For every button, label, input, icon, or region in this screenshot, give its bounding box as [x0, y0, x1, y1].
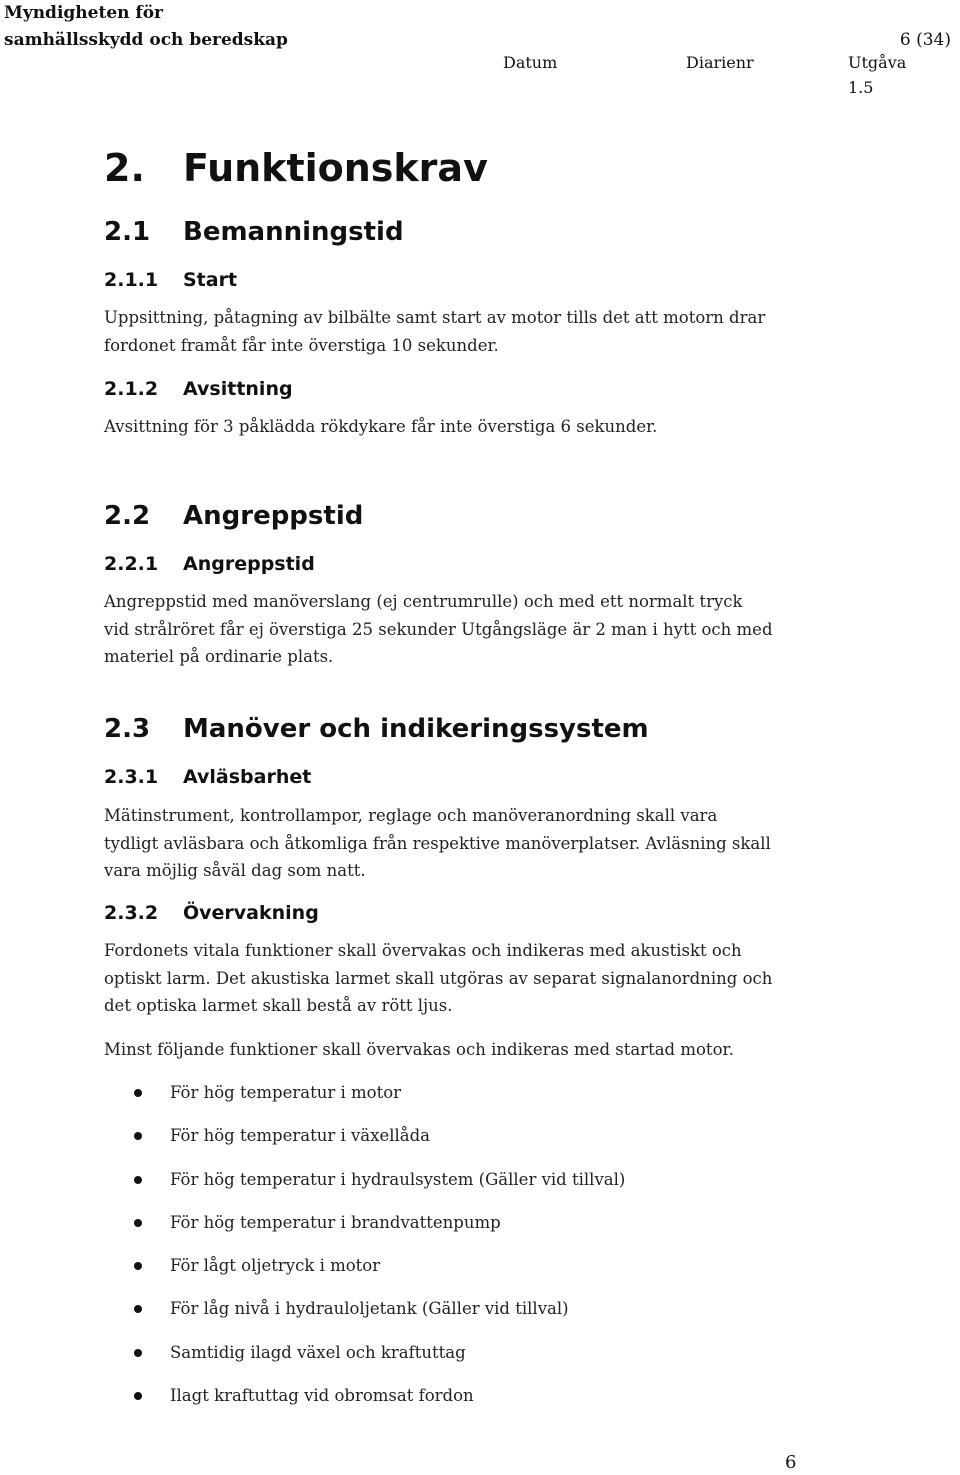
- section-title: Bemanningstid: [183, 217, 404, 247]
- bullet-icon: [134, 1176, 142, 1184]
- section-number: 2.: [104, 146, 145, 190]
- list-item-text: Ilagt kraftuttag vid obromsat fordon: [170, 1386, 474, 1406]
- paragraph-angreppstid: [104, 588, 804, 671]
- list-item: [104, 1380, 625, 1423]
- paragraph-avlasbarhet: [104, 802, 804, 885]
- utgava-label: Utgåva: [848, 53, 907, 72]
- section-number: 2.3.1: [104, 766, 159, 788]
- page-count: 6 (34): [899, 30, 951, 50]
- bullet-icon: [134, 1219, 142, 1227]
- section-title: Övervakning: [183, 902, 319, 924]
- section-title: Angreppstid: [183, 501, 364, 531]
- bullet-icon: [134, 1262, 142, 1270]
- list-item: [104, 1120, 625, 1163]
- bullet-icon: [134, 1305, 142, 1313]
- section-heading-2-1: [104, 214, 404, 250]
- bullet-icon: [134, 1089, 142, 1097]
- text-line: optiskt larm. Det akustiska larmet skall utgöras av separat signalanordning och: [104, 968, 773, 988]
- organization-line-2: samhällsskydd och beredskap: [4, 30, 288, 50]
- paragraph-avsittning: [104, 413, 804, 441]
- datum-label: Datum: [503, 53, 558, 72]
- section-heading-2-2-1: [104, 550, 315, 578]
- text-line: Uppsittning, påtagning av bilbälte samt start av motor tills det att motorn drar: [104, 308, 766, 327]
- section-number: 2.2.1: [104, 553, 159, 575]
- section-title: Angreppstid: [183, 553, 315, 575]
- bullet-icon: [134, 1349, 142, 1357]
- text-line: tydligt avläsbara och åtkomliga från respektive manöverplatser. Avläsning skall: [104, 833, 771, 853]
- list-item: [104, 1250, 625, 1293]
- section-heading-2-2: [104, 498, 363, 534]
- utgava-value: 1.5: [848, 78, 874, 97]
- text-line: vid strålröret får ej överstiga 25 sekunder Utgångsläge är 2 man i hytt och med: [104, 619, 773, 639]
- list-item-text: För hög temperatur i växellåda: [170, 1126, 431, 1146]
- section-number: 2.1.1: [104, 269, 159, 291]
- section-title: Funktionskrav: [183, 146, 488, 190]
- section-title: Avläsbarhet: [183, 766, 312, 788]
- section-heading-2: [104, 143, 488, 193]
- list-item-text: För hög temperatur i motor: [170, 1083, 402, 1102]
- section-number: 2.3.2: [104, 902, 159, 924]
- section-heading-2-3: [104, 711, 649, 747]
- section-number: 2.2: [104, 501, 151, 531]
- section-heading-2-1-1: [104, 266, 237, 294]
- list-item: [104, 1293, 625, 1336]
- organization-line-1: Myndigheten för: [4, 3, 164, 23]
- list-item-text: För lågt oljetryck i motor: [170, 1256, 381, 1276]
- section-title: Start: [183, 269, 238, 291]
- list-item-text: För låg nivå i hydrauloljetank (Gäller vid tillval): [170, 1299, 569, 1319]
- text-line: fordonet framåt får inte överstiga 10 sekunder.: [104, 335, 499, 355]
- paragraph-start: [104, 304, 804, 359]
- diarienr-label: Diarienr: [686, 53, 754, 72]
- section-heading-2-3-2: [104, 899, 319, 927]
- list-item: [104, 1164, 625, 1207]
- text-line: materiel på ordinarie plats.: [104, 647, 334, 666]
- organization-name: [4, 0, 288, 54]
- text-line: Mätinstrument, kontrollampor, reglage och manöveranordning skall vara: [104, 806, 718, 825]
- list-item-text: För hög temperatur i hydraulsystem (Gäller vid tillval): [170, 1169, 626, 1189]
- text-line: vara möjlig såväl dag som natt.: [104, 861, 366, 880]
- list-item-text: Samtidig ilagd växel och kraftuttag: [170, 1342, 466, 1362]
- footer-page-number: 6: [785, 1452, 797, 1473]
- text-line: Avsittning för 3 påklädda rökdykare får inte överstiga 6 sekunder.: [104, 417, 658, 436]
- text-line: Minst följande funktioner skall övervakas och indikeras med startad motor.: [104, 1040, 734, 1059]
- bullet-icon: [134, 1392, 142, 1400]
- section-heading-2-1-2: [104, 375, 293, 403]
- paragraph-overvakning: [104, 937, 804, 1020]
- section-title: Manöver och indikeringssystem: [183, 714, 649, 744]
- list-item: [104, 1337, 625, 1380]
- monitored-functions-list: [104, 1077, 625, 1423]
- section-number: 2.1: [104, 217, 151, 247]
- section-title: Avsittning: [183, 378, 293, 400]
- text-line: Fordonets vitala funktioner skall övervakas och indikeras med akustiskt och: [104, 941, 742, 960]
- section-number: 2.1.2: [104, 378, 159, 400]
- list-item-text: För hög temperatur i brandvattenpump: [170, 1212, 501, 1232]
- paragraph-intro: [104, 1036, 804, 1064]
- list-item: [104, 1077, 625, 1120]
- text-line: Angreppstid med manöverslang (ej centrumrulle) och med ett normalt tryck: [104, 592, 743, 611]
- section-number: 2.3: [104, 714, 151, 744]
- list-item: [104, 1207, 625, 1250]
- text-line: det optiska larmet skall bestå av rött ljus.: [104, 996, 453, 1015]
- section-heading-2-3-1: [104, 763, 311, 791]
- bullet-icon: [134, 1132, 142, 1140]
